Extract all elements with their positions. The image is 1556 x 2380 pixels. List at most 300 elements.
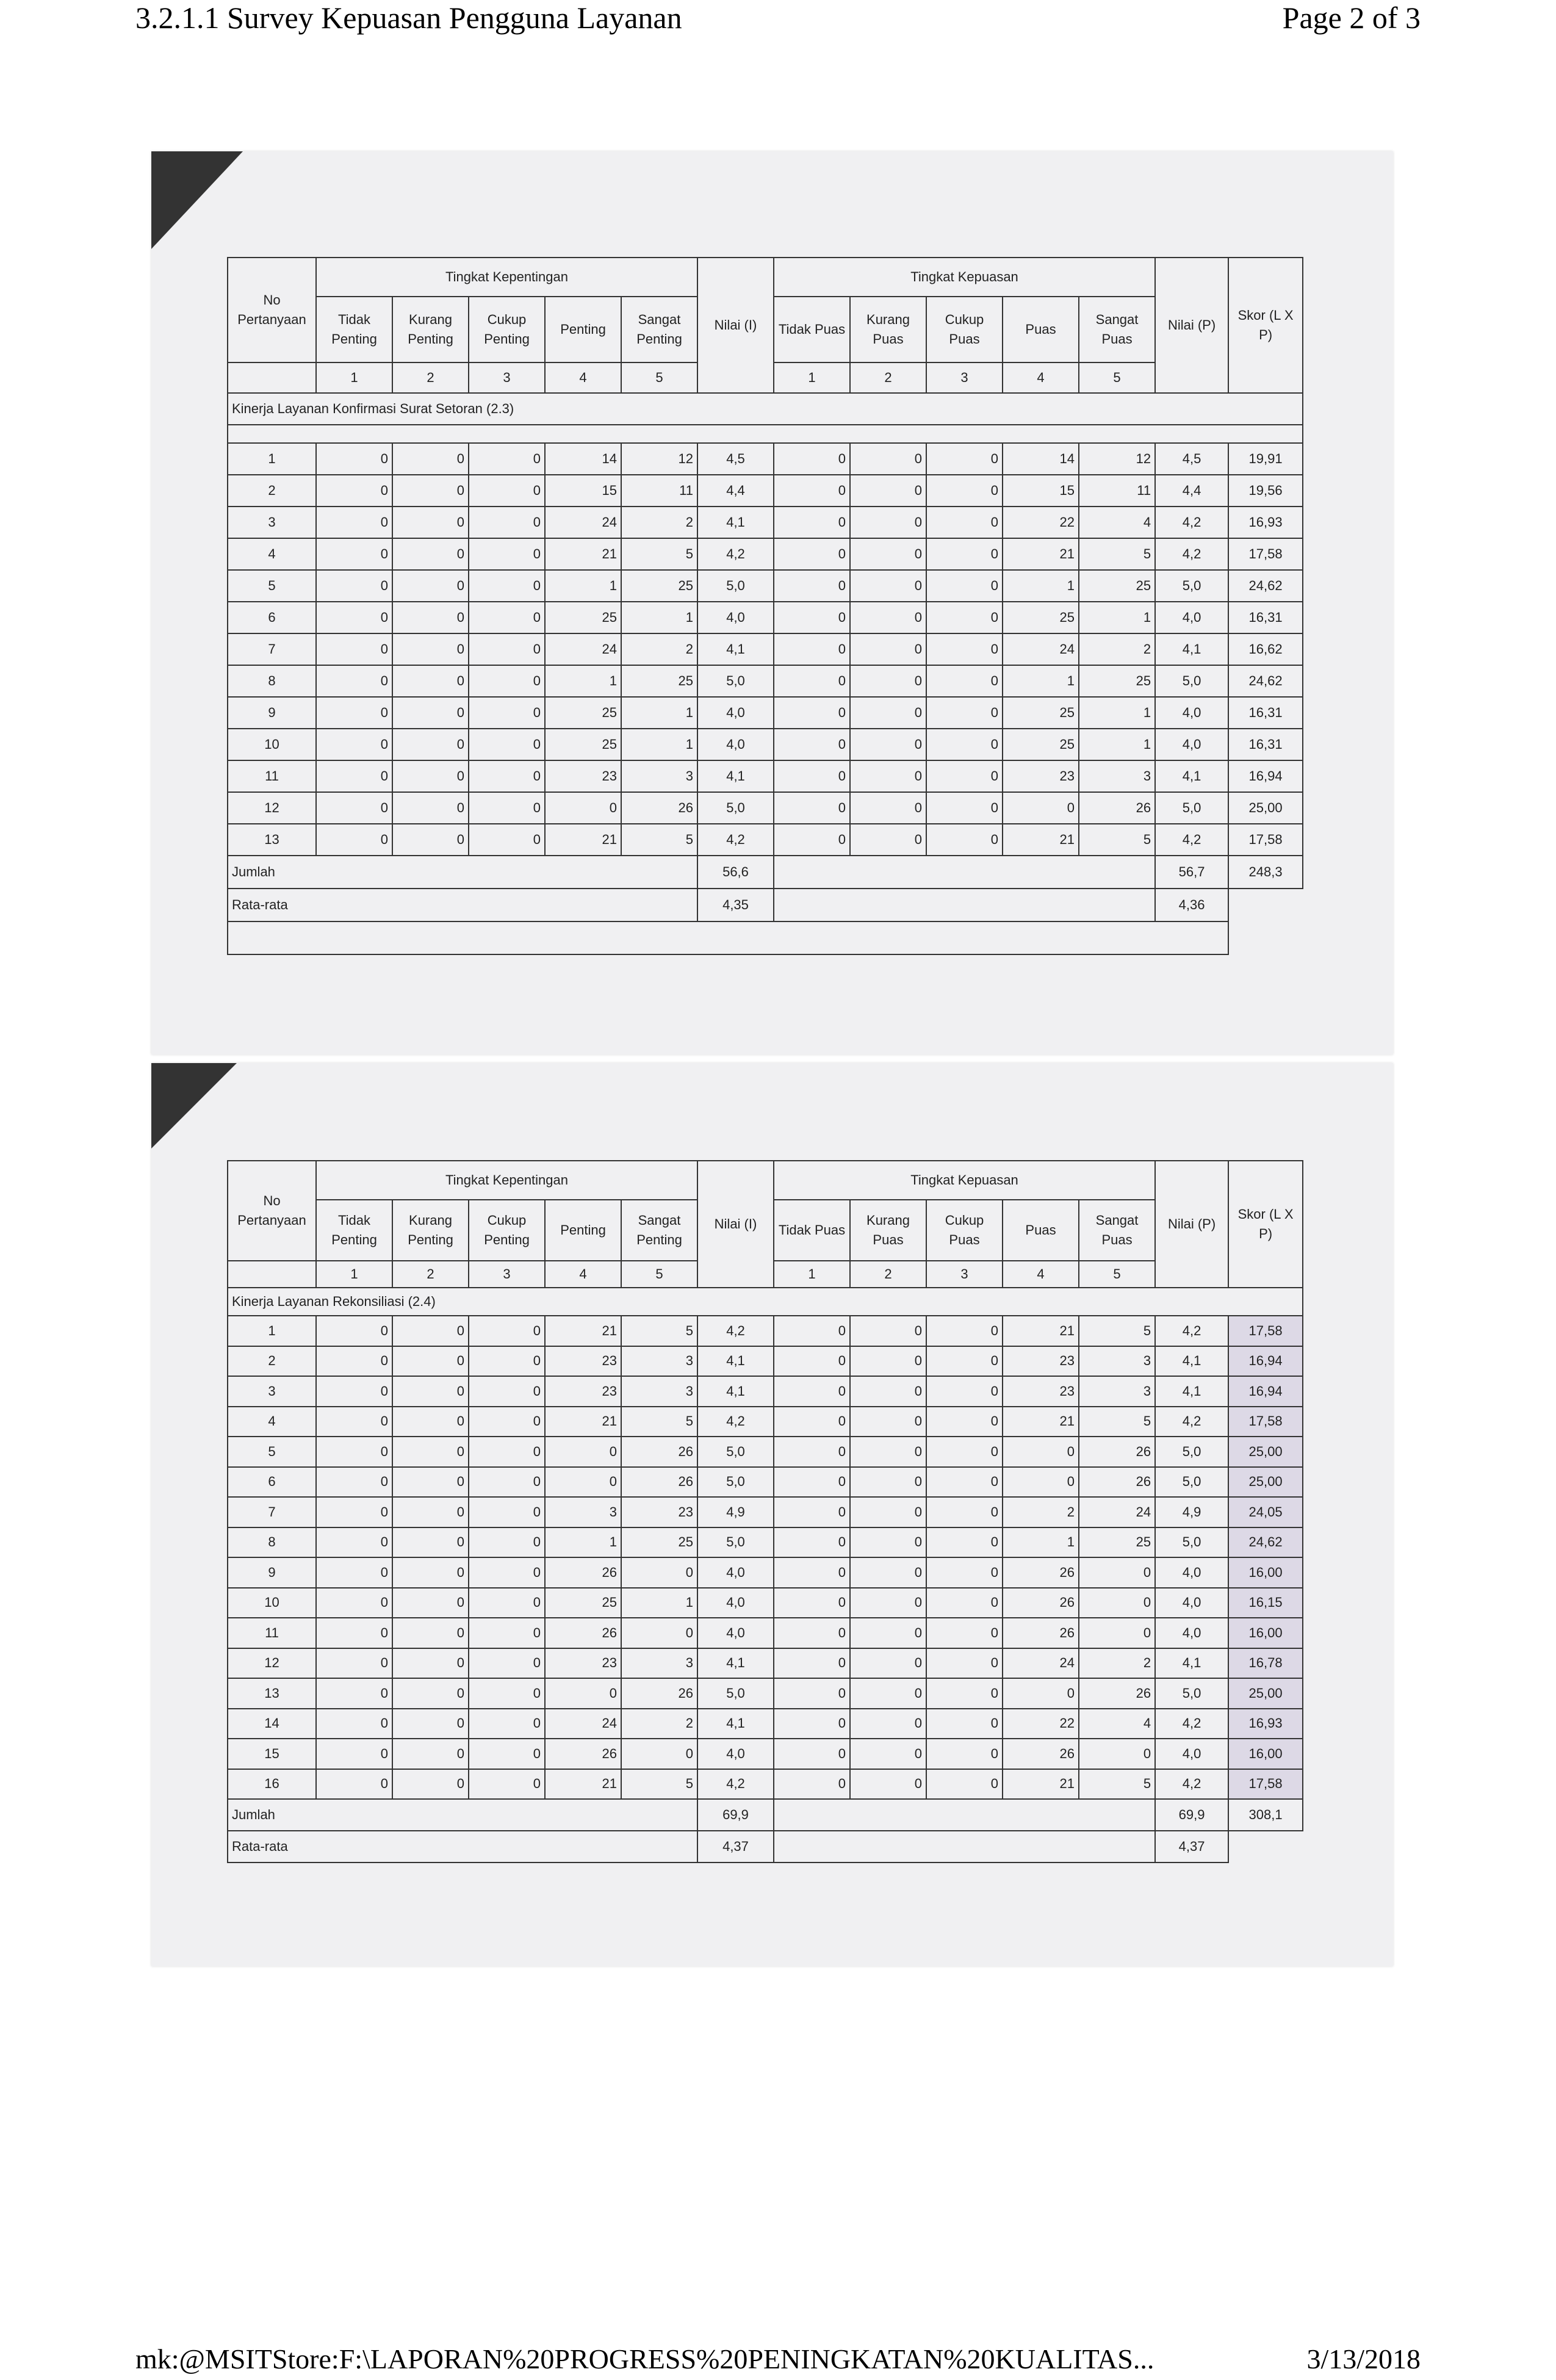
col-kurang-puas: Kurang Puas — [850, 1200, 926, 1261]
cell-no: 4 — [228, 1407, 316, 1437]
col-cukup-penting: Cukup Penting — [469, 297, 545, 362]
cell-puas: 26 — [1003, 1739, 1079, 1769]
cell-kurang-puas: 0 — [850, 1316, 926, 1346]
cell-tidak-puas: 0 — [774, 665, 850, 697]
cell-kurang-penting: 0 — [392, 475, 469, 507]
cell-cukup-puas: 0 — [926, 1407, 1003, 1437]
cell-skor: 19,56 — [1228, 475, 1303, 507]
cell-kurang-penting: 0 — [392, 1618, 469, 1648]
cell-nilai-p: 4,2 — [1155, 1709, 1228, 1739]
cell-kurang-penting: 0 — [392, 443, 469, 475]
table-row — [228, 1739, 1303, 1769]
cell-sangat-puas: 3 — [1079, 1376, 1155, 1407]
cell-tidak-penting: 0 — [316, 1346, 392, 1377]
cell-sangat-puas: 2 — [1079, 1648, 1155, 1679]
cell-sangat-penting: 12 — [621, 443, 697, 475]
rata-blank — [774, 1831, 1155, 1863]
col-sangat-penting: Sangat Penting — [621, 1200, 697, 1261]
cell-tidak-puas: 0 — [774, 1346, 850, 1377]
cell-nilai-i: 4,0 — [697, 1618, 774, 1648]
cell-nilai-p: 4,1 — [1155, 1648, 1228, 1679]
cell-sangat-puas: 26 — [1079, 1467, 1155, 1498]
cell-skor: 17,58 — [1228, 538, 1303, 570]
table-row — [228, 1467, 1303, 1498]
jumlah-nilai-p: 56,7 — [1155, 856, 1228, 889]
cell-kurang-puas: 0 — [850, 538, 926, 570]
cell-nilai-p: 4,2 — [1155, 507, 1228, 538]
scale-label: 5 — [1079, 362, 1155, 393]
cell-cukup-penting: 0 — [469, 538, 545, 570]
cell-skor: 16,94 — [1228, 1346, 1303, 1377]
cell-tidak-puas: 0 — [774, 1648, 850, 1679]
rata-rata-label: Rata-rata — [228, 1831, 697, 1863]
cell-puas: 26 — [1003, 1588, 1079, 1618]
table-row — [228, 1557, 1303, 1588]
cell-tidak-penting: 0 — [316, 1467, 392, 1498]
rata-empty — [1228, 1831, 1303, 1863]
cell-sangat-puas: 24 — [1079, 1497, 1155, 1527]
col-kurang-penting: Kurang Penting — [392, 1200, 469, 1261]
cell-kurang-puas: 0 — [850, 602, 926, 633]
table-row — [228, 1678, 1303, 1709]
cell-penting: 14 — [545, 443, 621, 475]
cell-kurang-puas: 0 — [850, 697, 926, 729]
col-puas: Puas — [1003, 1200, 1079, 1261]
cell-kurang-puas: 0 — [850, 1467, 926, 1498]
cell-no: 6 — [228, 602, 316, 633]
cell-nilai-i: 4,5 — [697, 443, 774, 475]
cell-kurang-penting: 0 — [392, 1709, 469, 1739]
cell-sangat-puas: 26 — [1079, 1437, 1155, 1467]
cell-skor: 16,94 — [1228, 1376, 1303, 1407]
cell-sangat-puas: 5 — [1079, 824, 1155, 856]
cell-nilai-p: 5,0 — [1155, 1527, 1228, 1558]
cell-tidak-penting: 0 — [316, 729, 392, 760]
cell-nilai-i: 5,0 — [697, 1467, 774, 1498]
cell-tidak-penting: 0 — [316, 792, 392, 824]
table-row — [228, 1769, 1303, 1800]
cell-no: 12 — [228, 792, 316, 824]
cell-cukup-puas: 0 — [926, 1648, 1003, 1679]
table-row — [228, 1709, 1303, 1739]
cell-cukup-puas: 0 — [926, 507, 1003, 538]
cell-skor: 19,91 — [1228, 443, 1303, 475]
cell-cukup-penting: 0 — [469, 729, 545, 760]
cell-skor: 16,31 — [1228, 729, 1303, 760]
cell-tidak-penting: 0 — [316, 1407, 392, 1437]
table-row — [228, 570, 1303, 602]
cell-sangat-penting: 0 — [621, 1739, 697, 1769]
cell-tidak-penting: 0 — [316, 1769, 392, 1800]
cell-skor: 25,00 — [1228, 1678, 1303, 1709]
jumlah-blank — [774, 856, 1155, 889]
cell-cukup-puas: 0 — [926, 1346, 1003, 1377]
cell-sangat-penting: 26 — [621, 792, 697, 824]
cell-cukup-puas: 0 — [926, 1316, 1003, 1346]
cell-kurang-penting: 0 — [392, 1346, 469, 1377]
cell-sangat-penting: 1 — [621, 602, 697, 633]
table-row — [228, 1316, 1303, 1346]
cell-penting: 23 — [545, 760, 621, 792]
cell-no: 15 — [228, 1739, 316, 1769]
cell-puas: 2 — [1003, 1497, 1079, 1527]
cell-cukup-puas: 0 — [926, 729, 1003, 760]
cell-no: 2 — [228, 1346, 316, 1377]
col-cukup-puas: Cukup Puas — [926, 297, 1003, 362]
cell-puas: 26 — [1003, 1618, 1079, 1648]
cell-skor: 16,00 — [1228, 1618, 1303, 1648]
group-tingkat-kepentingan: Tingkat Kepentingan — [316, 258, 697, 297]
empty-footer-row — [228, 921, 1228, 954]
cell-nilai-i: 4,2 — [697, 1407, 774, 1437]
cell-cukup-penting: 0 — [469, 1407, 545, 1437]
cell-tidak-puas: 0 — [774, 1588, 850, 1618]
scale-label: 2 — [392, 362, 469, 393]
cell-nilai-p: 4,4 — [1155, 475, 1228, 507]
cell-sangat-penting: 1 — [621, 697, 697, 729]
cell-nilai-i: 5,0 — [697, 570, 774, 602]
cell-skor: 16,93 — [1228, 507, 1303, 538]
cell-skor: 17,58 — [1228, 1316, 1303, 1346]
cell-penting: 3 — [545, 1497, 621, 1527]
scanned-sheet-2 — [151, 1063, 1393, 1966]
jumlah-nilai-i: 56,6 — [697, 856, 774, 889]
cell-skor: 24,05 — [1228, 1497, 1303, 1527]
cell-cukup-penting: 0 — [469, 1618, 545, 1648]
scan-corner-fold — [151, 1063, 237, 1149]
cell-no: 12 — [228, 1648, 316, 1679]
cell-skor: 25,00 — [1228, 792, 1303, 824]
cell-kurang-penting: 0 — [392, 729, 469, 760]
cell-tidak-penting: 0 — [316, 570, 392, 602]
cell-penting: 1 — [545, 570, 621, 602]
scale-blank — [228, 1261, 316, 1288]
cell-sangat-puas: 3 — [1079, 760, 1155, 792]
cell-kurang-puas: 0 — [850, 443, 926, 475]
cell-kurang-penting: 0 — [392, 1407, 469, 1437]
cell-sangat-penting: 26 — [621, 1678, 697, 1709]
cell-skor: 16,31 — [1228, 697, 1303, 729]
page-header-title: 3.2.1.1 Survey Kepuasan Pengguna Layanan — [135, 1, 682, 35]
table-row — [228, 697, 1303, 729]
table-row — [228, 824, 1303, 856]
cell-kurang-penting: 0 — [392, 1467, 469, 1498]
spacer-row — [228, 425, 1303, 443]
scale-label: 2 — [850, 1261, 926, 1288]
cell-tidak-penting: 0 — [316, 1618, 392, 1648]
cell-cukup-puas: 0 — [926, 538, 1003, 570]
cell-nilai-p: 4,2 — [1155, 1769, 1228, 1800]
cell-sangat-penting: 3 — [621, 1648, 697, 1679]
cell-kurang-puas: 0 — [850, 1407, 926, 1437]
cell-nilai-i: 4,1 — [697, 633, 774, 665]
cell-puas: 23 — [1003, 760, 1079, 792]
scale-label: 1 — [774, 1261, 850, 1288]
cell-kurang-puas: 0 — [850, 1739, 926, 1769]
cell-puas: 0 — [1003, 1678, 1079, 1709]
cell-nilai-p: 5,0 — [1155, 1467, 1228, 1498]
cell-tidak-puas: 0 — [774, 1739, 850, 1769]
cell-nilai-i: 4,0 — [697, 1739, 774, 1769]
cell-nilai-p: 4,9 — [1155, 1497, 1228, 1527]
cell-no: 2 — [228, 475, 316, 507]
table-row — [228, 1346, 1303, 1377]
cell-penting: 21 — [545, 538, 621, 570]
cell-tidak-puas: 0 — [774, 538, 850, 570]
cell-kurang-penting: 0 — [392, 570, 469, 602]
cell-no: 8 — [228, 665, 316, 697]
table-row — [228, 507, 1303, 538]
cell-tidak-puas: 0 — [774, 729, 850, 760]
cell-tidak-puas: 0 — [774, 1557, 850, 1588]
cell-kurang-puas: 0 — [850, 570, 926, 602]
cell-nilai-p: 4,0 — [1155, 1557, 1228, 1588]
cell-nilai-i: 4,2 — [697, 1769, 774, 1800]
cell-cukup-puas: 0 — [926, 792, 1003, 824]
cell-nilai-i: 4,1 — [697, 1376, 774, 1407]
cell-skor: 16,93 — [1228, 1709, 1303, 1739]
cell-puas: 21 — [1003, 538, 1079, 570]
cell-no: 11 — [228, 1618, 316, 1648]
cell-kurang-puas: 0 — [850, 1678, 926, 1709]
cell-tidak-puas: 0 — [774, 1527, 850, 1558]
cell-skor: 16,31 — [1228, 602, 1303, 633]
col-nilai-i: Nilai (I) — [697, 258, 774, 393]
jumlah-nilai-i: 69,9 — [697, 1799, 774, 1831]
cell-nilai-i: 4,1 — [697, 507, 774, 538]
cell-sangat-puas: 0 — [1079, 1739, 1155, 1769]
footer-date: 3/13/2018 — [1306, 2343, 1421, 2375]
cell-nilai-i: 5,0 — [697, 665, 774, 697]
cell-cukup-puas: 0 — [926, 443, 1003, 475]
cell-no: 9 — [228, 697, 316, 729]
cell-puas: 23 — [1003, 1376, 1079, 1407]
cell-sangat-puas: 5 — [1079, 1316, 1155, 1346]
table-body — [228, 1316, 1303, 1799]
cell-kurang-penting: 0 — [392, 1557, 469, 1588]
cell-nilai-i: 4,2 — [697, 538, 774, 570]
cell-skor: 24,62 — [1228, 1527, 1303, 1558]
cell-puas: 22 — [1003, 507, 1079, 538]
cell-penting: 26 — [545, 1739, 621, 1769]
cell-cukup-penting: 0 — [469, 1709, 545, 1739]
table-row — [228, 1527, 1303, 1558]
cell-nilai-p: 4,0 — [1155, 1618, 1228, 1648]
col-cukup-penting: Cukup Penting — [469, 1200, 545, 1261]
cell-puas: 26 — [1003, 1557, 1079, 1588]
col-sangat-penting: Sangat Penting — [621, 297, 697, 362]
cell-tidak-puas: 0 — [774, 760, 850, 792]
cell-sangat-penting: 1 — [621, 729, 697, 760]
cell-tidak-puas: 0 — [774, 507, 850, 538]
cell-sangat-penting: 5 — [621, 538, 697, 570]
cell-cukup-penting: 0 — [469, 570, 545, 602]
cell-sangat-puas: 5 — [1079, 1769, 1155, 1800]
cell-sangat-penting: 26 — [621, 1437, 697, 1467]
cell-tidak-penting: 0 — [316, 824, 392, 856]
cell-no: 3 — [228, 1376, 316, 1407]
cell-cukup-puas: 0 — [926, 1376, 1003, 1407]
cell-kurang-puas: 0 — [850, 824, 926, 856]
cell-sangat-puas: 26 — [1079, 792, 1155, 824]
cell-tidak-puas: 0 — [774, 824, 850, 856]
rata-empty — [1228, 889, 1303, 921]
table-row — [228, 1437, 1303, 1467]
col-penting: Penting — [545, 297, 621, 362]
cell-skor: 17,58 — [1228, 1407, 1303, 1437]
cell-no: 4 — [228, 538, 316, 570]
cell-cukup-puas: 0 — [926, 1709, 1003, 1739]
cell-no: 14 — [228, 1709, 316, 1739]
cell-penting: 0 — [545, 1678, 621, 1709]
scale-label: 4 — [1003, 362, 1079, 393]
cell-tidak-puas: 0 — [774, 1709, 850, 1739]
cell-no: 6 — [228, 1467, 316, 1498]
cell-cukup-puas: 0 — [926, 1588, 1003, 1618]
cell-puas: 0 — [1003, 792, 1079, 824]
cell-cukup-puas: 0 — [926, 665, 1003, 697]
cell-penting: 24 — [545, 507, 621, 538]
cell-sangat-penting: 5 — [621, 1316, 697, 1346]
cell-puas: 23 — [1003, 1346, 1079, 1377]
cell-kurang-puas: 0 — [850, 1527, 926, 1558]
cell-tidak-penting: 0 — [316, 507, 392, 538]
cell-tidak-puas: 0 — [774, 1618, 850, 1648]
table-row — [228, 1588, 1303, 1618]
cell-cukup-penting: 0 — [469, 1739, 545, 1769]
cell-penting: 15 — [545, 475, 621, 507]
cell-kurang-puas: 0 — [850, 1437, 926, 1467]
cell-nilai-i: 4,2 — [697, 824, 774, 856]
cell-puas: 25 — [1003, 729, 1079, 760]
cell-cukup-penting: 0 — [469, 1376, 545, 1407]
cell-cukup-penting: 0 — [469, 443, 545, 475]
table-row — [228, 475, 1303, 507]
col-skor: Skor (L X P) — [1228, 258, 1303, 393]
cell-cukup-penting: 0 — [469, 507, 545, 538]
cell-sangat-penting: 0 — [621, 1618, 697, 1648]
cell-no: 10 — [228, 729, 316, 760]
cell-no: 13 — [228, 1678, 316, 1709]
cell-puas: 24 — [1003, 633, 1079, 665]
cell-skor: 16,62 — [1228, 633, 1303, 665]
cell-kurang-penting: 0 — [392, 1678, 469, 1709]
cell-kurang-puas: 0 — [850, 1618, 926, 1648]
cell-sangat-penting: 11 — [621, 475, 697, 507]
table-row — [228, 760, 1303, 792]
cell-sangat-puas: 5 — [1079, 538, 1155, 570]
cell-nilai-p: 4,1 — [1155, 1346, 1228, 1377]
scan-corner-fold — [151, 151, 243, 249]
cell-tidak-penting: 0 — [316, 1648, 392, 1679]
cell-nilai-p: 5,0 — [1155, 570, 1228, 602]
cell-nilai-p: 4,0 — [1155, 602, 1228, 633]
cell-tidak-penting: 0 — [316, 1497, 392, 1527]
cell-penting: 26 — [545, 1618, 621, 1648]
cell-nilai-p: 4,0 — [1155, 729, 1228, 760]
cell-nilai-p: 4,5 — [1155, 443, 1228, 475]
table-body — [228, 443, 1303, 856]
cell-puas: 21 — [1003, 1769, 1079, 1800]
table-row — [228, 1618, 1303, 1648]
cell-tidak-penting: 0 — [316, 760, 392, 792]
cell-sangat-penting: 1 — [621, 1588, 697, 1618]
col-no-pertanyaan: No Pertanyaan — [228, 258, 316, 362]
col-tidak-penting: Tidak Penting — [316, 297, 392, 362]
cell-sangat-puas: 3 — [1079, 1346, 1155, 1377]
cell-kurang-puas: 0 — [850, 1376, 926, 1407]
scale-label: 2 — [850, 362, 926, 393]
cell-tidak-puas: 0 — [774, 1497, 850, 1527]
cell-nilai-i: 4,0 — [697, 1588, 774, 1618]
cell-skor: 25,00 — [1228, 1437, 1303, 1467]
cell-kurang-puas: 0 — [850, 1709, 926, 1739]
cell-puas: 24 — [1003, 1648, 1079, 1679]
cell-nilai-i: 4,0 — [697, 729, 774, 760]
cell-penting: 25 — [545, 729, 621, 760]
col-cukup-puas: Cukup Puas — [926, 1200, 1003, 1261]
rata-nilai-p: 4,36 — [1155, 889, 1228, 921]
page-number: Page 2 of 3 — [1282, 1, 1421, 35]
cell-kurang-penting: 0 — [392, 1648, 469, 1679]
cell-cukup-penting: 0 — [469, 1497, 545, 1527]
cell-penting: 0 — [545, 792, 621, 824]
cell-cukup-puas: 0 — [926, 1739, 1003, 1769]
cell-penting: 21 — [545, 824, 621, 856]
cell-kurang-penting: 0 — [392, 1316, 469, 1346]
cell-kurang-puas: 0 — [850, 633, 926, 665]
survey-table-rekonsiliasi — [227, 1160, 1303, 1863]
cell-sangat-puas: 1 — [1079, 697, 1155, 729]
cell-kurang-puas: 0 — [850, 1648, 926, 1679]
col-skor: Skor (L X P) — [1228, 1161, 1303, 1288]
col-no-pertanyaan: No Pertanyaan — [228, 1161, 316, 1261]
table-row — [228, 1376, 1303, 1407]
cell-nilai-i: 4,1 — [697, 760, 774, 792]
cell-sangat-penting: 2 — [621, 633, 697, 665]
cell-cukup-penting: 0 — [469, 760, 545, 792]
col-nilai-i: Nilai (I) — [697, 1161, 774, 1288]
cell-cukup-puas: 0 — [926, 570, 1003, 602]
cell-tidak-penting: 0 — [316, 475, 392, 507]
cell-tidak-puas: 0 — [774, 602, 850, 633]
cell-puas: 0 — [1003, 1467, 1079, 1498]
cell-penting: 25 — [545, 1588, 621, 1618]
cell-tidak-penting: 0 — [316, 1588, 392, 1618]
footer-path: mk:@MSITStore:F:\LAPORAN%20PROGRESS%20PENINGKATAN%20KUALITAS... — [135, 2343, 1154, 2375]
cell-penting: 23 — [545, 1648, 621, 1679]
table-row — [228, 729, 1303, 760]
cell-nilai-p: 4,0 — [1155, 1739, 1228, 1769]
scale-label: 2 — [392, 1261, 469, 1288]
cell-penting: 24 — [545, 633, 621, 665]
cell-tidak-penting: 0 — [316, 665, 392, 697]
cell-no: 9 — [228, 1557, 316, 1588]
cell-nilai-p: 4,1 — [1155, 633, 1228, 665]
cell-tidak-penting: 0 — [316, 633, 392, 665]
cell-sangat-puas: 0 — [1079, 1557, 1155, 1588]
col-tidak-penting: Tidak Penting — [316, 1200, 392, 1261]
section-title: Kinerja Layanan Rekonsiliasi (2.4) — [228, 1288, 1303, 1316]
cell-cukup-puas: 0 — [926, 697, 1003, 729]
cell-penting: 25 — [545, 697, 621, 729]
rata-nilai-p: 4,37 — [1155, 1831, 1228, 1863]
cell-kurang-puas: 0 — [850, 507, 926, 538]
jumlah-skor: 248,3 — [1228, 856, 1303, 889]
col-sangat-puas: Sangat Puas — [1079, 1200, 1155, 1261]
cell-sangat-puas: 4 — [1079, 507, 1155, 538]
jumlah-skor: 308,1 — [1228, 1799, 1303, 1831]
